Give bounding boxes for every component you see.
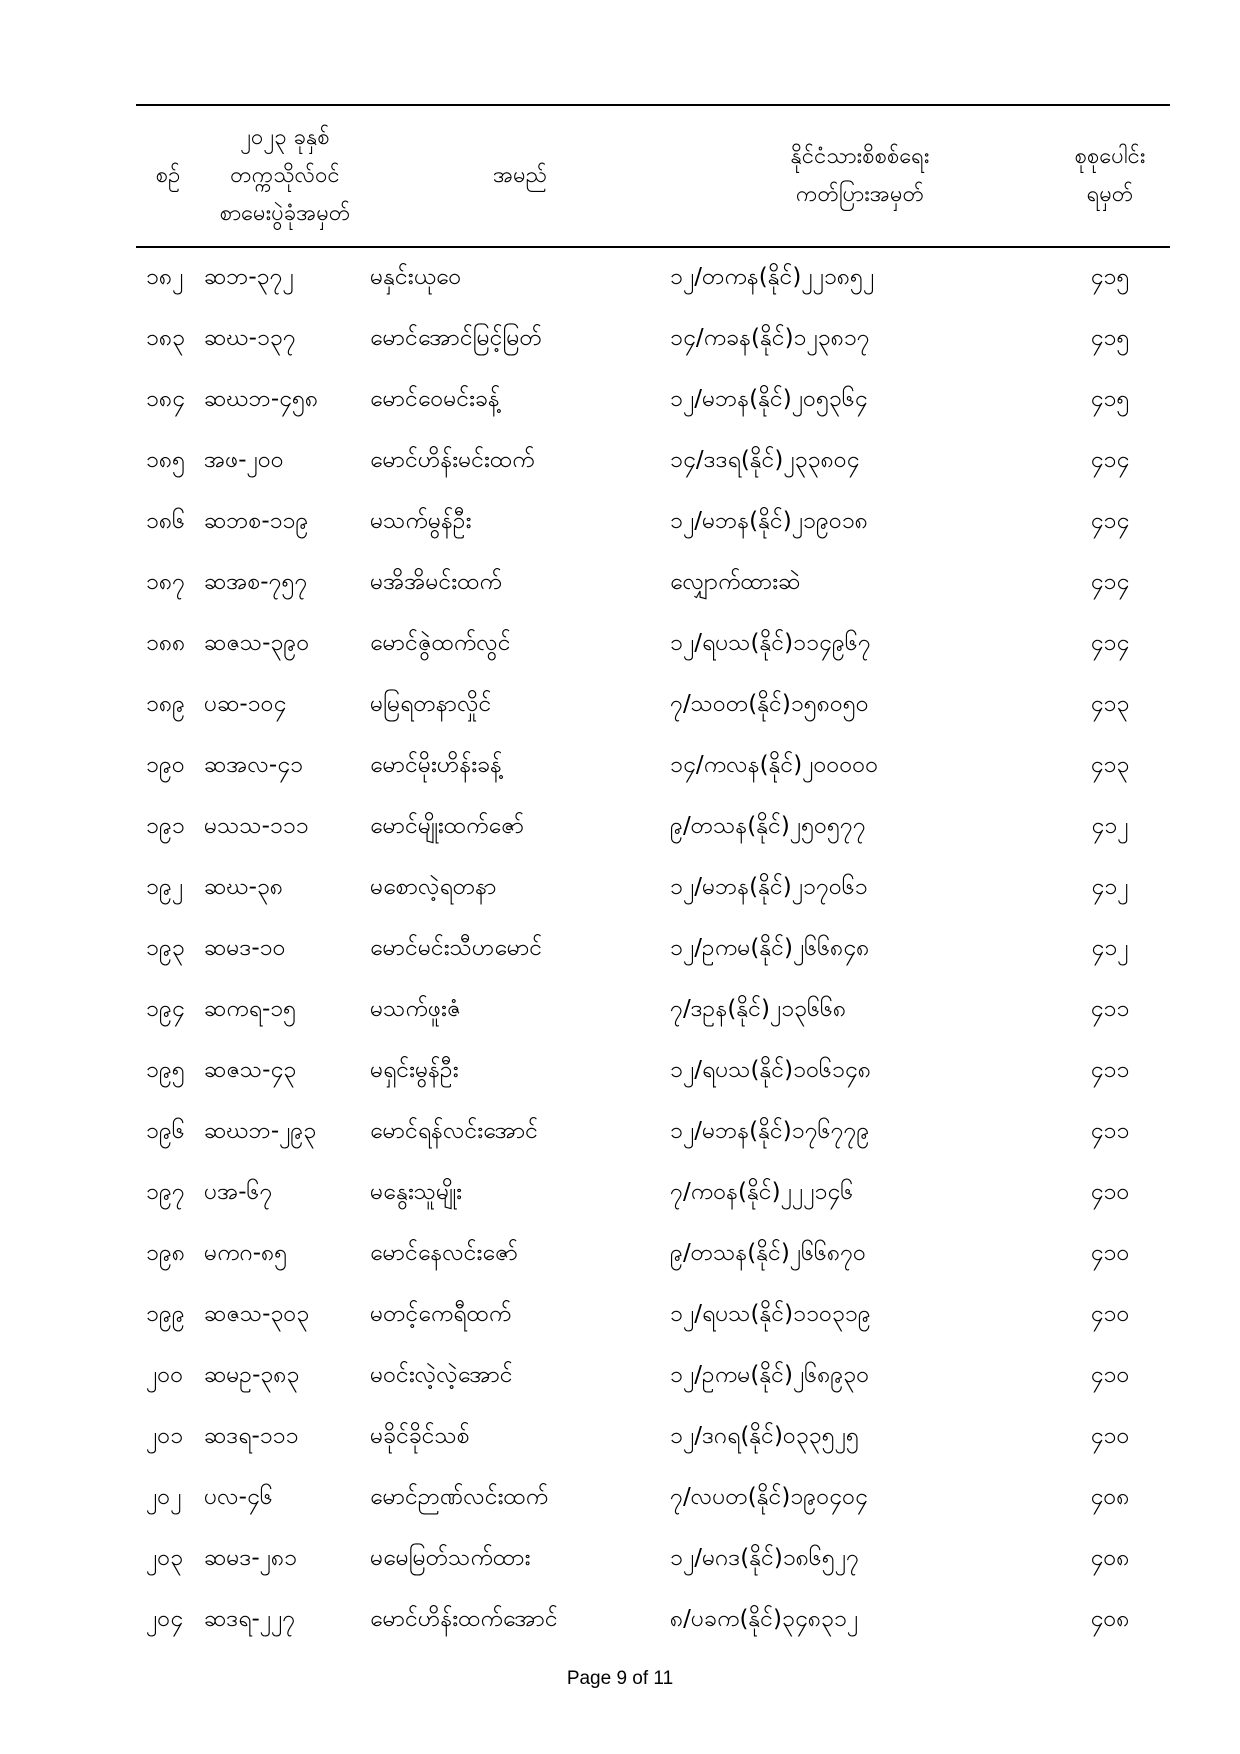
name-cell: မောင်မျိုးထက်ဇော် xyxy=(370,812,525,839)
total-marks-cell: ၄၁၅ xyxy=(1090,263,1130,290)
roll-number-cell: ဆဇသ-၃၀၃ xyxy=(204,1300,310,1327)
table-row xyxy=(136,1590,1170,1651)
table-row xyxy=(136,1529,1170,1590)
serial-number-cell: ၁၉၈ xyxy=(146,1239,186,1266)
roll-number-cell: ဆဘစ-၁၁၉ xyxy=(204,507,309,534)
serial-number-cell: ၂၀၀ xyxy=(146,1361,184,1388)
roll-number-cell: ဆအစ-၇၅၇ xyxy=(204,568,308,595)
total-marks-cell: ၄၁၀ xyxy=(1090,1361,1130,1388)
name-cell: မောင်ဝေမင်းခန့် xyxy=(370,385,500,412)
serial-number-cell: ၁၈၄ xyxy=(146,385,186,412)
nrc-number-cell: ၁၂/တကန(နိုင်)၂၂၁၈၅၂ xyxy=(670,263,875,290)
serial-number-cell: ၁၉၆ xyxy=(146,1117,185,1144)
page-number-footer: Page 9 of 11 xyxy=(566,1668,674,1689)
table-row xyxy=(136,614,1170,675)
header-nrc-number: နိုင်ငံသားစိစစ်ရေး ကတ်ပြားအမှတ် xyxy=(790,144,930,207)
table-row xyxy=(136,309,1170,370)
table-row xyxy=(136,1285,1170,1346)
serial-number-cell: ၁၈၃ xyxy=(146,324,186,351)
nrc-number-cell: ၁၂/ဒဂရ(နိုင်)၀၃၃၅၂၅ xyxy=(670,1422,859,1449)
total-marks-cell: ၄၁၀ xyxy=(1090,1300,1130,1327)
roll-number-cell: ဆဒရ-၂၂၇ xyxy=(204,1605,296,1632)
name-cell: မောင်ဇွဲထက်လွင် xyxy=(370,629,511,656)
total-marks-cell: ၄၁၂ xyxy=(1091,873,1129,900)
roll-number-cell: ဆဃ-၃၈ xyxy=(204,873,284,900)
serial-number-cell: ၂၀၃ xyxy=(146,1544,184,1571)
name-cell: မတင့်ကေရီထက် xyxy=(370,1300,512,1327)
roll-number-cell: ပအ-၆၇ xyxy=(204,1178,273,1205)
results-table xyxy=(136,104,1170,1651)
table-body xyxy=(136,247,1170,1651)
name-cell: မောင်ဟိန်းမင်းထက် xyxy=(370,446,535,473)
roll-number-cell: ဆအလ-၄၁ xyxy=(204,751,304,778)
nrc-number-cell: ၇/ကဝန(နိုင်)၂၂၂၁၄၆ xyxy=(670,1178,854,1205)
name-cell: မနှင်းယုဝေ xyxy=(370,263,462,290)
total-marks-cell: ၄၁၁ xyxy=(1090,995,1130,1022)
nrc-number-cell: ၁၂/ရပသ(နိုင်)၁၀၆၁၄၈ xyxy=(670,1056,871,1083)
table-row xyxy=(136,431,1170,492)
name-cell: မသက်ဖူးဇံ xyxy=(370,995,461,1022)
total-marks-cell: ၄၁၄ xyxy=(1090,568,1130,595)
table-row xyxy=(136,247,1170,309)
table-row xyxy=(136,980,1170,1041)
name-cell: မောင်ဟိန်းထက်အောင် xyxy=(370,1605,558,1632)
total-marks-cell: ၄၁၅ xyxy=(1090,324,1130,351)
name-cell: မနွေးသူမျိုး xyxy=(370,1178,462,1205)
table-row xyxy=(136,797,1170,858)
name-cell: မမြရတနာလှိုင် xyxy=(370,690,492,717)
nrc-number-cell: ၁၂/မဘန(နိုင်)၂၁၇၀၆၁ xyxy=(670,873,868,900)
nrc-number-cell: ၉/တသန(နိုင်)၂၆၆၈၇၀ xyxy=(670,1239,866,1266)
table-row xyxy=(136,1407,1170,1468)
name-cell: မအိအိမင်းထက် xyxy=(370,568,502,595)
total-marks-cell: ၄၀၈ xyxy=(1090,1544,1130,1571)
total-marks-cell: ၄၁၂ xyxy=(1091,934,1129,961)
serial-number-cell: ၁၈၅ xyxy=(146,446,186,473)
nrc-number-cell: ၉/တသန(နိုင်)၂၅၀၅၇၇ xyxy=(670,812,866,839)
roll-number-cell: မကဂ-၈၅ xyxy=(204,1239,288,1266)
name-cell: မောင်မင်းသီဟမောင် xyxy=(370,934,543,961)
serial-number-cell: ၂၀၁ xyxy=(146,1422,184,1449)
serial-number-cell: ၁၈၉ xyxy=(146,690,186,717)
table-row xyxy=(136,736,1170,797)
roll-number-cell: ဆဃဘ-၄၅၈ xyxy=(204,385,319,412)
serial-number-cell: ၁၈၂ xyxy=(146,263,184,290)
header-name: အမည် xyxy=(492,163,548,188)
nrc-number-cell: ၁၂/မဘန(နိုင်)၂၀၅၃၆၄ xyxy=(670,385,868,412)
table-header xyxy=(136,105,1170,247)
total-marks-cell: ၄၁၂ xyxy=(1091,812,1129,839)
total-marks-cell: ၄၀၈ xyxy=(1090,1483,1130,1510)
nrc-number-cell: ၁၂/ဥကမ(နိုင်)၂၆၆၈၄၈ xyxy=(670,934,870,961)
name-cell: မစောလဲ့ရတနာ xyxy=(370,873,497,900)
serial-number-cell: ၁၉၅ xyxy=(146,1056,185,1083)
nrc-number-cell: ၁၂/မဘန(နိုင်)၁၇၆၇၇၉ xyxy=(670,1117,870,1144)
total-marks-cell: ၄၁၀ xyxy=(1090,1178,1130,1205)
name-cell: မခိုင်ခိုင်သစ် xyxy=(370,1422,470,1449)
serial-number-cell: ၂၀၂ xyxy=(146,1483,182,1510)
roll-number-cell: မသသ-၁၁၁ xyxy=(204,812,309,839)
roll-number-cell: ဆဃဘ-၂၉၃ xyxy=(204,1117,317,1144)
table-row xyxy=(136,1163,1170,1224)
header-total-marks: စုစုပေါင်း ရမှတ် xyxy=(1074,144,1146,207)
nrc-number-cell: ၁၄/ဒဒရ(နိုင်)၂၃၃၈၀၄ xyxy=(670,446,860,473)
roll-number-cell: ဆမဒ-၂၈၁ xyxy=(204,1544,298,1571)
nrc-number-cell: ၁၂/ရပသ(နိုင်)၁၁၄၉၆၇ xyxy=(670,629,871,656)
total-marks-cell: ၄၁၀ xyxy=(1090,1422,1130,1449)
serial-number-cell: ၁၈၇ xyxy=(146,568,186,595)
name-cell: မရှင်းမွန်ဦး xyxy=(370,1056,459,1083)
table-row xyxy=(136,553,1170,614)
table-header-row xyxy=(136,105,1170,247)
total-marks-cell: ၄၁၀ xyxy=(1090,1239,1130,1266)
name-cell: မောင်ဉာဏ်လင်းထက် xyxy=(370,1483,549,1510)
total-marks-cell: ၄၁၅ xyxy=(1090,385,1130,412)
nrc-number-cell: ၇/လပတ(နိုင်)၁၉၀၄၀၄ xyxy=(670,1483,868,1510)
total-marks-cell: ၄၁၁ xyxy=(1090,1056,1130,1083)
total-marks-cell: ၄၁၄ xyxy=(1090,629,1130,656)
table-row xyxy=(136,1224,1170,1285)
header-roll-number: ၂၀၂၃ ခုနှစ် တက္ကသိုလ်ဝင် စာမေးပွဲခုံအမှတ် xyxy=(219,125,351,226)
serial-number-cell: ၁၉၃ xyxy=(146,934,185,961)
nrc-number-cell: လျှောက်ထားဆဲ xyxy=(670,568,801,595)
table-row xyxy=(136,1468,1170,1529)
nrc-number-cell: ၁၂/မဘန(နိုင်)၂၁၉၀၁၈ xyxy=(670,507,868,534)
total-marks-cell: ၄၁၁ xyxy=(1090,1117,1130,1144)
nrc-number-cell: ၁၄/ကလန(နိုင်)၂၀၀၀၀၀ xyxy=(670,751,879,778)
serial-number-cell: ၁၈၆ xyxy=(146,507,186,534)
nrc-number-cell: ၁၂/ဥကမ(နိုင်)၂၆၈၉၃၀ xyxy=(670,1361,870,1388)
roll-number-cell: ဆဒရ-၁၁၁ xyxy=(204,1422,299,1449)
table-row xyxy=(136,919,1170,980)
nrc-number-cell: ၇/ဒဥန(နိုင်)၂၁၃၆၆၈ xyxy=(670,995,847,1022)
serial-number-cell: ၁၉၇ xyxy=(146,1178,185,1205)
serial-number-cell: ၁၉၂ xyxy=(146,873,184,900)
serial-number-cell: ၁၈၈ xyxy=(146,629,186,656)
table-row xyxy=(136,1102,1170,1163)
nrc-number-cell: ၈/ပခက(နိုင်)၃၄၈၃၁၂ xyxy=(670,1605,859,1632)
name-cell: မောင်မိုးဟိန်းခန့် xyxy=(370,751,502,778)
serial-number-cell: ၁၉၄ xyxy=(146,995,185,1022)
serial-number-cell: ၁၉၉ xyxy=(146,1300,185,1327)
roll-number-cell: အဖ-၂၀၀ xyxy=(204,446,284,473)
nrc-number-cell: ၁၂/မဂဒ(နိုင်)၁၈၆၅၂၇ xyxy=(670,1544,860,1571)
table-row xyxy=(136,370,1170,431)
roll-number-cell: ဆမဒ-၁၀ xyxy=(204,934,286,961)
name-cell: မောင်ရန်လင်းအောင် xyxy=(370,1117,539,1144)
name-cell: မမေမြတ်သက်ထား xyxy=(370,1544,531,1571)
table-row xyxy=(136,858,1170,919)
table-row xyxy=(136,675,1170,736)
nrc-number-cell: ၁၄/ကခန(နိုင်)၁၂၃၈၁၇ xyxy=(670,324,870,351)
serial-number-cell: ၂၀၄ xyxy=(146,1605,184,1632)
nrc-number-cell: ၁၂/ရပသ(နိုင်)၁၁၀၃၁၉ xyxy=(670,1300,871,1327)
total-marks-cell: ၄၁၄ xyxy=(1090,446,1130,473)
roll-number-cell: ဆဇသ-၃၉၀ xyxy=(204,629,310,656)
table-row xyxy=(136,1346,1170,1407)
roll-number-cell: ဆဇသ-၄၃ xyxy=(204,1056,297,1083)
name-cell: မောင်အောင်မြင့်မြတ် xyxy=(370,324,542,351)
name-cell: မသက်မွန်ဦး xyxy=(370,507,472,534)
table-row xyxy=(136,492,1170,553)
serial-number-cell: ၁၉၁ xyxy=(146,812,185,839)
roll-number-cell: ဆဃ-၁၃၇ xyxy=(204,324,296,351)
serial-number-cell: ၁၉၀ xyxy=(146,751,185,778)
total-marks-cell: ၄၁၃ xyxy=(1090,690,1130,717)
header-serial-number: စဉ် xyxy=(155,163,181,188)
total-marks-cell: ၄၁၄ xyxy=(1090,507,1130,534)
roll-number-cell: ပဆ-၁၀၄ xyxy=(204,690,287,717)
roll-number-cell: ဆဘ-၃၇၂ xyxy=(204,263,294,290)
name-cell: မောင်နေလင်းဇော် xyxy=(370,1239,519,1266)
total-marks-cell: ၄၁၃ xyxy=(1090,751,1130,778)
roll-number-cell: ပလ-၄၆ xyxy=(204,1483,273,1510)
roll-number-cell: ဆကရ-၁၅ xyxy=(204,995,297,1022)
nrc-number-cell: ၇/သဝတ(နိုင်)၁၅၈၀၅၀ xyxy=(670,690,869,717)
table-row xyxy=(136,1041,1170,1102)
total-marks-cell: ၄၀၈ xyxy=(1090,1605,1130,1632)
roll-number-cell: ဆမဥ-၃၈၃ xyxy=(204,1361,300,1388)
name-cell: မဝင်းလဲ့လဲ့အောင် xyxy=(370,1361,513,1388)
